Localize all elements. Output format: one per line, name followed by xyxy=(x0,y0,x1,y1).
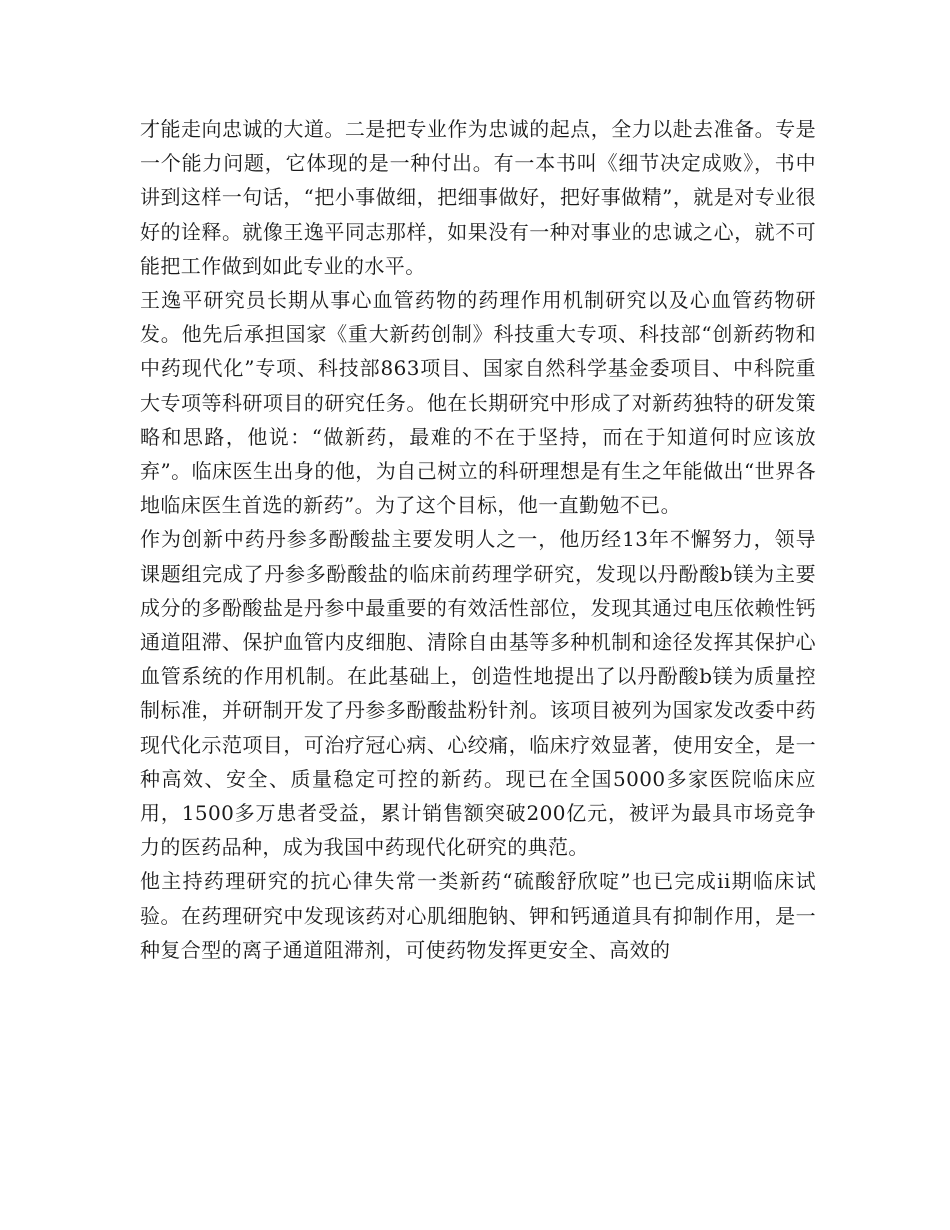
paragraph-2: 王逸平研究员长期从事心血管药物的药理作用机制研究以及心血管药物研发。他先后承担国家《重大新药创制》科技重大专项、科技部“创新药物和中药现代化”专项、科技部863项目、国家自然科学基金委项目、中科院重大专项等科研项目的研究任务。他在长期研究中形成了对新药独特的研发策略和思路，他说：“做新药，最难的不在于坚持，而在于知道何时应该放弃”。临床医生出身的他，为自己树立的科研理想是有生之年能做出“世界各地临床医生首选的新药”。为了这个目标，他一直勤勉不已。 xyxy=(140,288,816,518)
document-body xyxy=(140,112,816,967)
paragraph-3: 作为创新中药丹参多酚酸盐主要发明人之一，他历经13年不懈努力，领导课题组完成了丹参多酚酸盐的临床前药理学研究，发现以丹酚酸b镁为主要成分的多酚酸盐是丹参中最重要的有效活性部位，发现其通过电压依赖性钙通道阻滞、保护血管内皮细胞、清除自由基等多种机制和途径发挥其保护心血管系统的作用机制。在此基础上，创造性地提出了以丹酚酸b镁为质量控制标准，并研制开发了丹参多酚酸盐粉针剂。该项目被列为国家发改委中药现代化示范项目，可治疗冠心病、心绞痛，临床疗效显著，使用安全，是一种高效、安全、质量稳定可控的新药。现已在全国5000多家医院临床应用，1500多万患者受益，累计销售额突破200亿元，被评为最具市场竞争力的医药品种，成为我国中药现代化研究的典范。 xyxy=(140,527,816,860)
paragraph-4: 他主持药理研究的抗心律失常一类新药“硫酸舒欣啶”也已完成ii期临床试验。在药理研究中发现该药对心肌细胞钠、钾和钙通道具有抑制作用，是一种复合型的离子通道阻滞剂，可使药物发挥更安全、高效的 xyxy=(140,869,816,962)
paragraph-1: 才能走向忠诚的大道。二是把专业作为忠诚的起点，全力以赴去准备。专是一个能力问题，它体现的是一种付出。有一本书叫《细节决定成败》，书中讲到这样一句话，“把小事做细，把细事做好，把好事做精”，就是对专业很好的诠释。就像王逸平同志那样，如果没有一种对事业的忠诚之心，就不可能把工作做到如此专业的水平。 xyxy=(140,117,816,278)
